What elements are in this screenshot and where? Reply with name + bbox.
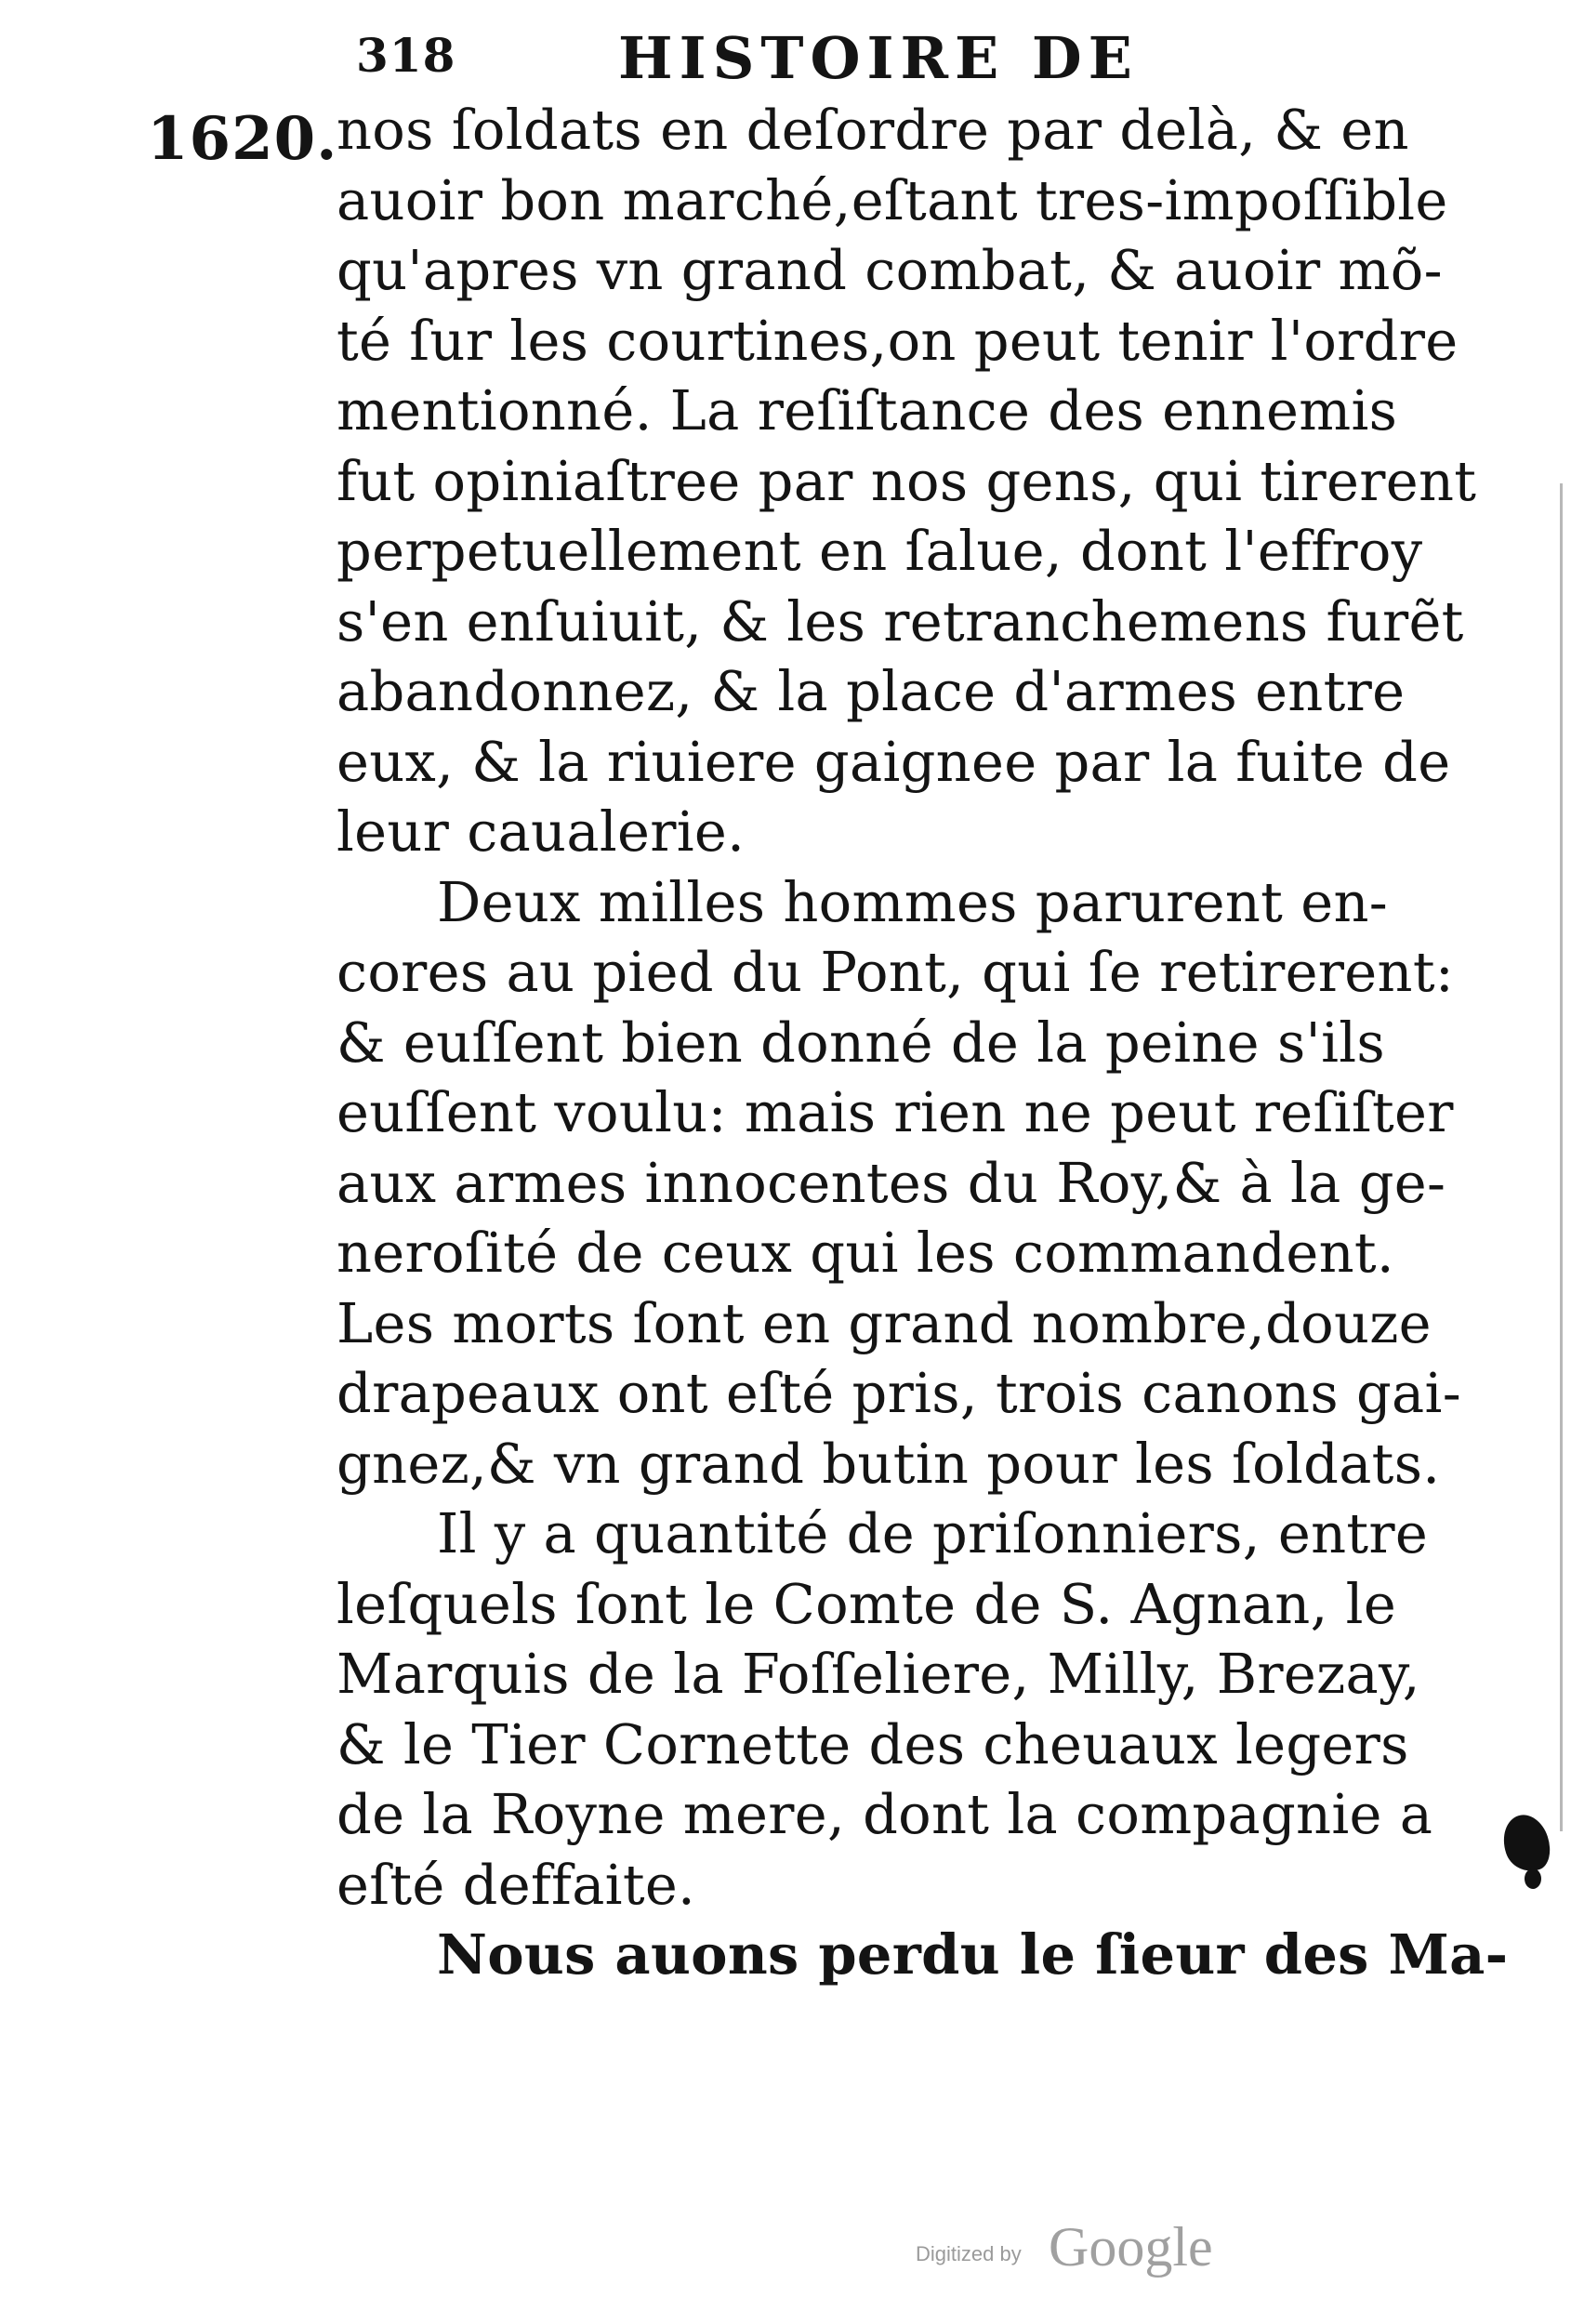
text-line: Il y a quantité de priſonniers, entre xyxy=(437,1501,1429,1565)
text-line: eſté deffaite. xyxy=(337,1852,696,1917)
text-line: leſquels ſont le Comte de S. Agnan, le xyxy=(337,1571,1397,1636)
text-line: qu'apres vn grand combat, & auoir mõ- xyxy=(337,238,1443,302)
text-line: neroſité de ceux qui les commandent. xyxy=(337,1221,1394,1285)
text-line: abandonnez, & la place d'armes entre xyxy=(337,659,1406,723)
text-line: cores au pied du Pont, qui ſe retirerent: xyxy=(337,940,1455,1004)
text-line: nos ſoldats en deſordre par delà, & en xyxy=(337,98,1409,162)
running-title: HISTOIRE DE xyxy=(618,24,1139,92)
text-line: euſſent voulu: mais rien ne peut reſiſter xyxy=(337,1080,1454,1144)
margin-year: 1620. xyxy=(147,104,338,174)
text-line: Deux milles hommes parurent en- xyxy=(437,869,1388,934)
text-line: eux, & la riuiere gaignee par la fuite de xyxy=(337,729,1451,794)
text-line: auoir bon marché,eſtant tres-impoſſible xyxy=(337,167,1448,232)
text-line: gnez,& vn grand butin pour les ſoldats. xyxy=(337,1431,1441,1496)
text-line: de la Royne mere, dont la compagnie a xyxy=(337,1782,1433,1846)
text-line: fut opiniaſtree par nos gens, qui tirerent xyxy=(337,448,1477,513)
text-line: & le Tier Cornette des cheuaux legers xyxy=(337,1711,1409,1776)
text-line: mentionné. La reſiſtance des ennemis xyxy=(337,378,1398,442)
text-line: Les morts ſont en grand nombre,douze xyxy=(337,1290,1432,1355)
page-edge-shadow xyxy=(1560,483,1563,1831)
text-line: Marquis de la Foſſeliere, Milly, Brezay, xyxy=(337,1642,1420,1706)
text-line: perpetuellement en ſalue, dont l'effroy xyxy=(337,519,1423,583)
text-line: aux armes innocentes du Roy,& à la ge- xyxy=(337,1150,1446,1215)
page-number: 318 xyxy=(356,28,456,83)
text-line: & euſſent bien donné de la peine s'ils xyxy=(337,1010,1385,1075)
digitization-watermark xyxy=(916,2205,1250,2279)
ink-blot-drop xyxy=(1525,1868,1541,1889)
text-line: té ſur les courtines,on peut tenir l'ordre xyxy=(337,308,1459,373)
text-line: leur caualerie. xyxy=(337,799,746,864)
ink-blot xyxy=(1497,1809,1557,1878)
body-text xyxy=(337,95,1509,1990)
text-line: drapeaux ont eſté pris, trois canons gai- xyxy=(337,1361,1461,1425)
watermark-prefix: Digitized by xyxy=(916,2242,1022,2265)
text-line: s'en enſuiuit, & les retranchemens furẽt xyxy=(337,588,1464,654)
watermark-brand: Google xyxy=(1049,2216,1213,2278)
catchword-line: Nous auons perdu le ſieur des Ma- xyxy=(437,1922,1509,1987)
